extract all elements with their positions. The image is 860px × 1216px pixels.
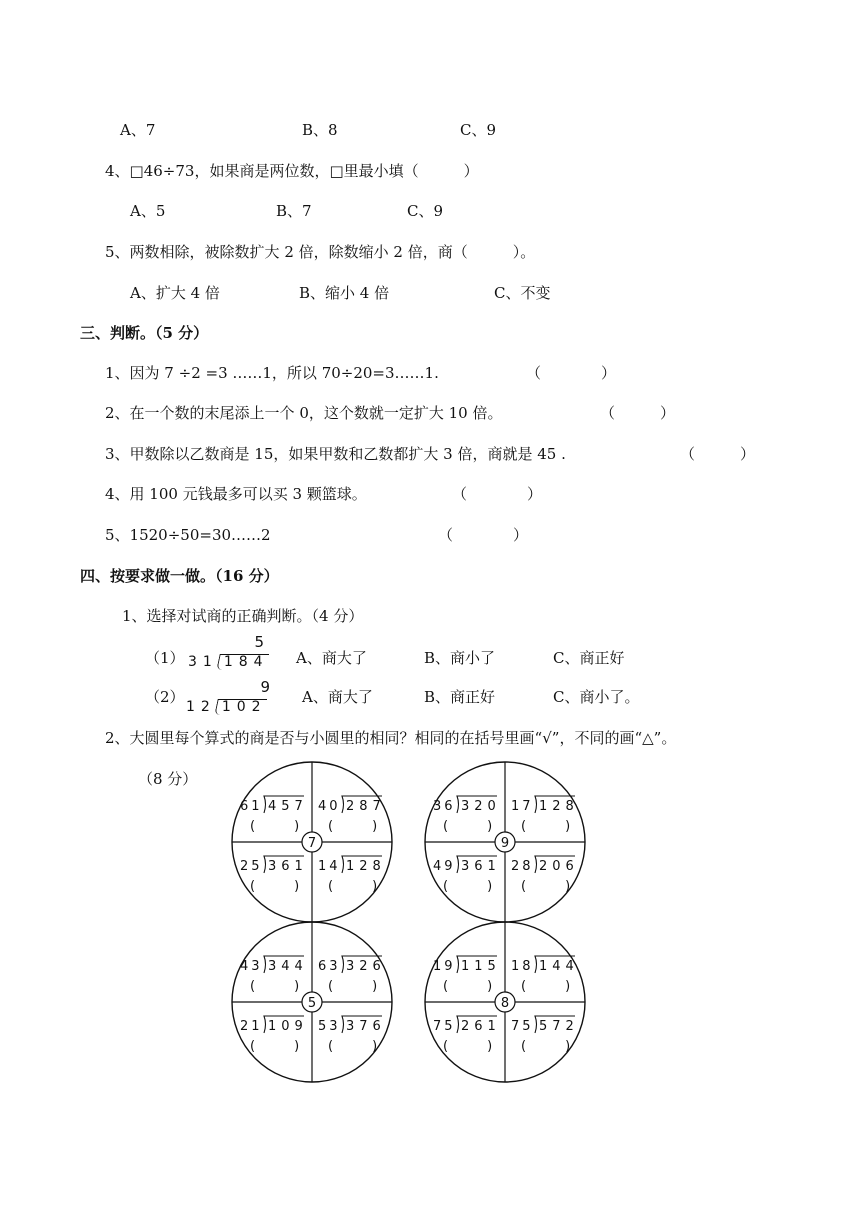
- center-number: 9: [500, 836, 510, 851]
- judge-blank-2[interactable]: （ ）: [600, 404, 676, 422]
- dividend: 115: [461, 959, 501, 974]
- judge-item-2: 2、在一个数的末尾添上一个 0，这个数就一定扩大 10 倍。: [105, 404, 503, 422]
- q5-option-c: C、不变: [494, 284, 551, 302]
- quotient: 5: [254, 633, 264, 651]
- division-2: [318, 796, 386, 834]
- q5-option-a: A、扩大 4 倍: [130, 284, 220, 302]
- division-4: [511, 856, 579, 894]
- dividend: 102: [218, 699, 267, 714]
- divisor: 14: [318, 859, 341, 874]
- dividend: 376: [346, 1019, 386, 1034]
- divisor: 53: [318, 1019, 341, 1034]
- division-1: [240, 796, 308, 834]
- divisor: 21: [240, 1019, 263, 1034]
- section3-title: 三、判断。（5 分）: [80, 324, 209, 342]
- q5-text: 5、两数相除，被除数扩大 2 倍，除数缩小 2 倍，商（ ）。: [105, 243, 536, 261]
- dividend: 572: [539, 1019, 579, 1034]
- answer-blank[interactable]: ( ): [443, 819, 493, 834]
- q5-option-b: B、缩小 4 倍: [299, 284, 390, 302]
- judge-blank-5[interactable]: （ ）: [438, 526, 529, 544]
- dividend: 320: [461, 799, 501, 814]
- q4-option-b: B、7: [276, 202, 312, 220]
- answer-blank[interactable]: ( ): [443, 979, 493, 994]
- division-3: [433, 1016, 501, 1054]
- s4-q2-score: （8 分）: [138, 770, 198, 788]
- answer-blank[interactable]: ( ): [521, 1039, 571, 1054]
- answer-blank[interactable]: ( ): [521, 819, 571, 834]
- divisor: 49: [433, 859, 456, 874]
- s4-q1-row1-num: （1）: [145, 649, 185, 667]
- section4-title: 四、按要求做一做。（16 分）: [80, 567, 279, 585]
- center-number: 5: [307, 996, 317, 1011]
- q4-option-c: C、9: [407, 202, 444, 220]
- answer-blank[interactable]: ( ): [250, 879, 300, 894]
- division-4: [318, 1016, 386, 1054]
- divisor: 63: [318, 959, 341, 974]
- divisor: 18: [511, 959, 534, 974]
- dividend: 128: [539, 799, 579, 814]
- answer-blank[interactable]: ( ): [328, 979, 378, 994]
- judge-item-4: 4、用 100 元钱最多可以买 3 颗篮球。: [105, 485, 367, 503]
- dividend: 287: [346, 799, 386, 814]
- s4-q1-row2-option-b: B、商正好: [424, 688, 496, 706]
- divisor: 25: [240, 859, 263, 874]
- center-number: 8: [500, 996, 510, 1011]
- center-number: 7: [307, 836, 317, 851]
- dividend: 128: [346, 859, 386, 874]
- q4-text: 4、□46÷73，如果商是两位数，□里最小填（ ）: [105, 162, 479, 180]
- big-circle-2: [425, 762, 585, 922]
- q3-option-b: B、8: [302, 121, 338, 139]
- answer-blank[interactable]: ( ): [328, 879, 378, 894]
- s4-q1-row2-option-a: A、商大了: [302, 688, 373, 706]
- divisor: 31: [188, 654, 218, 670]
- judge-item-3: 3、甲数除以乙数商是 15，如果甲数和乙数都扩大 3 倍，商就是 45 .: [105, 445, 566, 463]
- judge-blank-1[interactable]: （ ）: [526, 364, 617, 382]
- dividend: 261: [461, 1019, 501, 1034]
- s4-q1-row2-num: （2）: [145, 688, 185, 706]
- answer-blank[interactable]: ( ): [521, 879, 571, 894]
- quotient: 9: [260, 678, 270, 696]
- q3-option-c: C、9: [460, 121, 497, 139]
- divisor: 75: [433, 1019, 456, 1034]
- division-3: [240, 1016, 308, 1054]
- divisor: 36: [433, 799, 456, 814]
- division-3: [240, 856, 308, 894]
- answer-blank[interactable]: ( ): [443, 1039, 493, 1054]
- division-4: [318, 856, 386, 894]
- dividend: 326: [346, 959, 386, 974]
- s4-q1-row1-option-c: C、商正好: [553, 649, 625, 667]
- divisor: 75: [511, 1019, 534, 1034]
- s4-q1-row1-option-b: B、商小了: [424, 649, 496, 667]
- s4-q2-text: 2、大圆里每个算式的商是否与小圆里的相同？相同的在括号里画“√”，不同的画“△”。: [105, 729, 677, 747]
- division-3: [433, 856, 501, 894]
- dividend: 361: [461, 859, 501, 874]
- s4-q1-text: 1、选择对试商的正确判断。（4 分）: [122, 607, 364, 625]
- divisor: 17: [511, 799, 534, 814]
- dividend: 144: [539, 959, 579, 974]
- divisor: 43: [240, 959, 263, 974]
- answer-blank[interactable]: ( ): [521, 979, 571, 994]
- dividend: 206: [539, 859, 579, 874]
- answer-blank[interactable]: ( ): [250, 1039, 300, 1054]
- divisor: 28: [511, 859, 534, 874]
- judge-item-5: 5、1520÷50=30……2: [105, 526, 271, 544]
- judge-blank-3[interactable]: （ ）: [680, 445, 756, 463]
- judge-item-1: 1、因为 7 ÷2 =3 ……1，所以 70÷20=3……1.: [105, 364, 439, 382]
- answer-blank[interactable]: ( ): [250, 979, 300, 994]
- judge-blank-4[interactable]: （ ）: [452, 485, 543, 503]
- answer-blank[interactable]: ( ): [328, 819, 378, 834]
- s4-q1-row1-option-a: A、商大了: [296, 649, 367, 667]
- dividend: 109: [268, 1019, 308, 1034]
- division-4: [511, 1016, 579, 1054]
- answer-blank[interactable]: ( ): [250, 819, 300, 834]
- divisor: 40: [318, 799, 341, 814]
- big-circle-3: [232, 922, 392, 1082]
- division-2: [318, 956, 386, 994]
- q3-option-a: A、7: [120, 121, 156, 139]
- division-1: [240, 956, 308, 994]
- division-2: [511, 956, 579, 994]
- dividend: 457: [268, 799, 308, 814]
- dividend: 361: [268, 859, 308, 874]
- division-2: [511, 796, 579, 834]
- big-circle-4: [425, 922, 585, 1082]
- division-1: [433, 796, 501, 834]
- divisor: 12: [186, 699, 216, 715]
- answer-blank[interactable]: ( ): [443, 879, 493, 894]
- answer-blank[interactable]: ( ): [328, 1039, 378, 1054]
- dividend: 184: [220, 654, 269, 669]
- big-circle-1: [232, 762, 392, 922]
- divisor: 19: [433, 959, 456, 974]
- q4-option-a: A、5: [130, 202, 166, 220]
- divisor: 61: [240, 799, 263, 814]
- dividend: 344: [268, 959, 308, 974]
- division-1: [433, 956, 501, 994]
- s4-q1-row2-option-c: C、商小了。: [553, 688, 640, 706]
